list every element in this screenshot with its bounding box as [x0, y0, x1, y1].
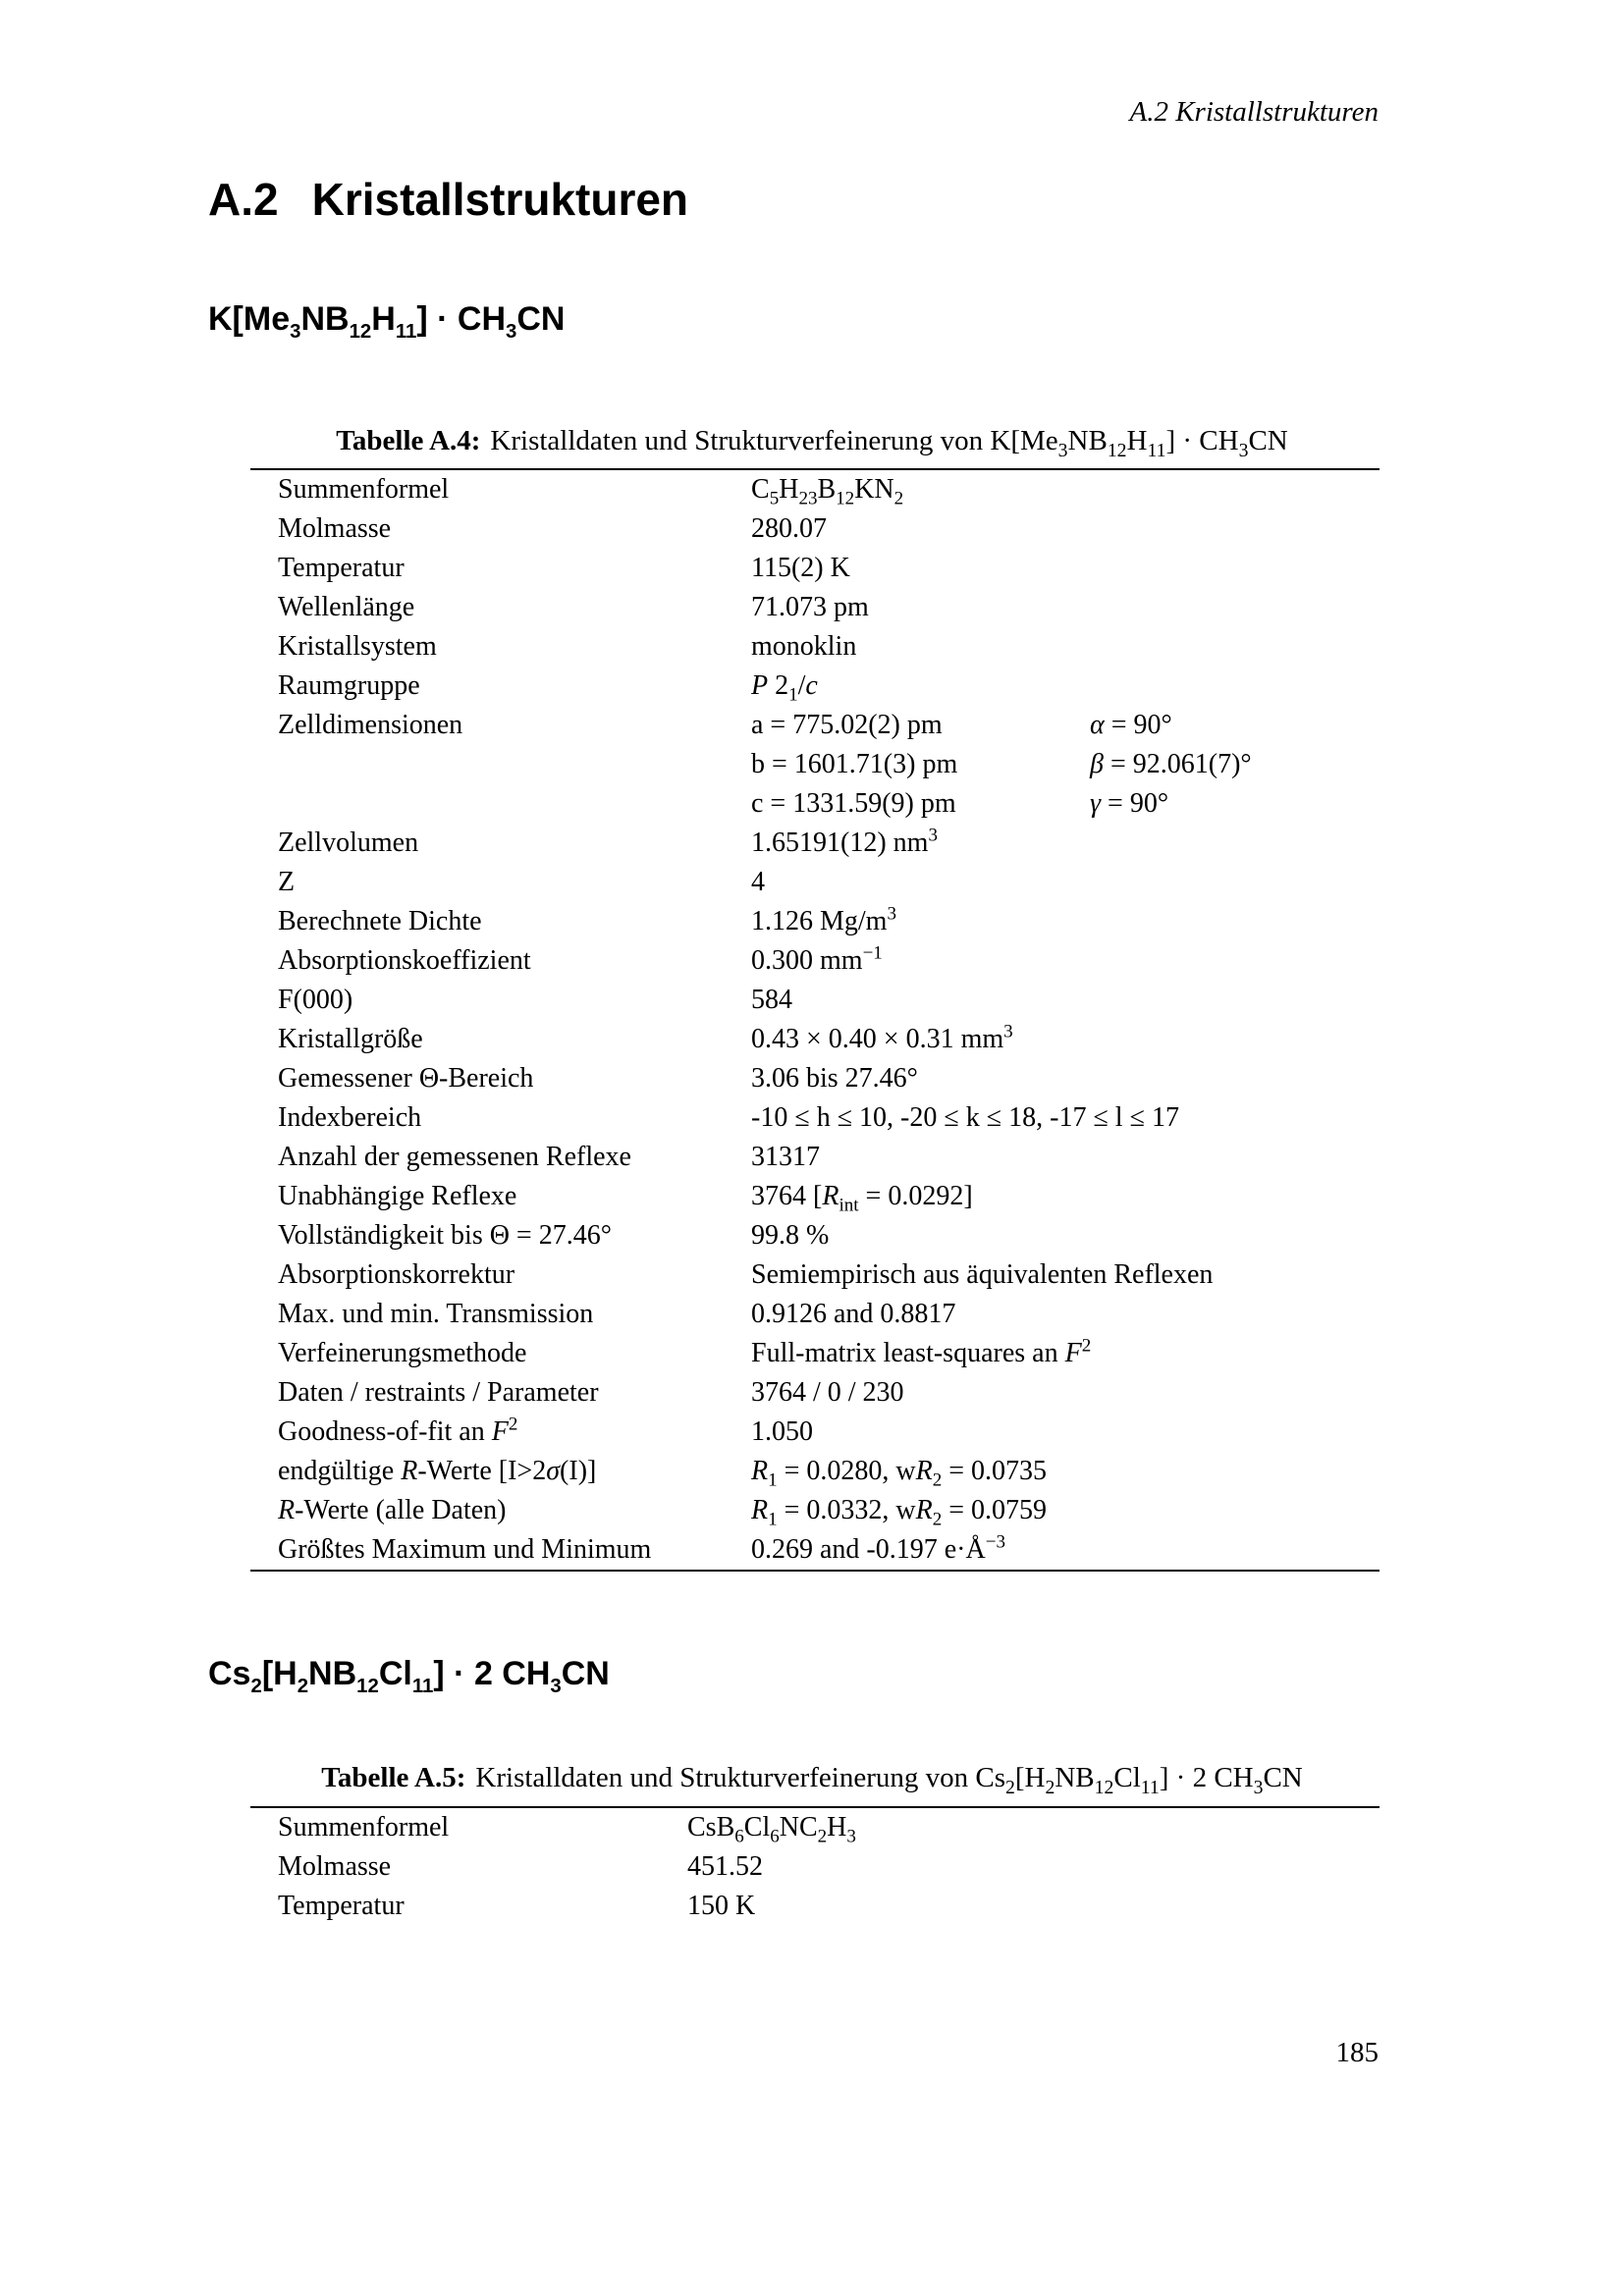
table-row [250, 1807, 1380, 1847]
row-value: 3.06 bis 27.46° [751, 1063, 918, 1094]
row-value: $C_5H_{23}B_{12}KN_2$ [751, 474, 904, 509]
row-label: Zelldimensionen [278, 710, 463, 740]
section-title: Kristallstrukturen [311, 174, 689, 225]
row-label: Größtes Maximum und Minimum [278, 1534, 652, 1565]
row-label: Unabhängige Reflexe [278, 1181, 517, 1211]
table-row [250, 745, 1380, 784]
table-row [250, 469, 1380, 509]
row-extra [1090, 1138, 1380, 1177]
row-value: a = 775.02(2) pm [751, 710, 943, 740]
table-row [250, 1452, 1380, 1491]
row-extra [1090, 1059, 1380, 1098]
row-value: 3764 $[R_{int} = 0.0292]$ [751, 1181, 973, 1216]
row-extra: α = 90° [1090, 710, 1172, 740]
row-extra [1090, 549, 1380, 588]
row-value: c = 1331.59(9) pm [751, 788, 956, 819]
row-label: Summenformel [278, 474, 450, 505]
table-row [250, 784, 1380, 824]
row-extra [1026, 1847, 1380, 1887]
row-label: Summenformel [278, 1812, 450, 1842]
row-label: Raumgruppe [278, 670, 420, 701]
row-label [250, 784, 751, 824]
table-a4-caption-text: Kristalldaten und Strukturverfeinerung von $K[Me_3NB_{12}H_{11}] \cdot CH_3CN$ [490, 425, 1288, 461]
row-label: Kristallsystem [278, 631, 437, 662]
row-extra [1026, 1807, 1380, 1847]
row-extra [1090, 1491, 1380, 1530]
table-row [250, 627, 1380, 667]
row-extra [1090, 1413, 1380, 1452]
row-label: Verfeinerungsmethode [278, 1338, 527, 1368]
table-row [250, 667, 1380, 706]
table-row [250, 1177, 1380, 1216]
crystal-data-table-a5 [250, 1806, 1380, 1926]
row-value: $CsB_6Cl_6NC_2H_3$ [687, 1812, 856, 1847]
row-extra [1090, 981, 1380, 1020]
table-row [250, 1020, 1380, 1059]
table-row [250, 1334, 1380, 1373]
row-label: Zellvolumen [278, 828, 419, 858]
table-row [250, 1098, 1380, 1138]
row-value: $R_1 = 0.0280$, $wR_2 = 0.0735$ [751, 1456, 1048, 1491]
table-row [250, 1255, 1380, 1295]
row-value: 584 [751, 985, 792, 1015]
row-value: Semiempirisch aus äquivalenten Reflexen [751, 1259, 1214, 1290]
table-row [250, 549, 1380, 588]
row-label: Kristallgröße [278, 1024, 423, 1054]
row-extra [1090, 902, 1380, 941]
table-row [250, 1059, 1380, 1098]
row-label: Berechnete Dichte [278, 906, 482, 936]
row-label: Z [278, 867, 296, 897]
table-row [250, 1491, 1380, 1530]
row-value: monoklin [751, 631, 857, 662]
page-number: 185 [1335, 2037, 1379, 2068]
row-value: 451.52 [687, 1851, 763, 1882]
table-row [250, 509, 1380, 549]
row-value: 0.9126 and 0.8817 [751, 1299, 956, 1329]
row-value: 99.8 % [751, 1220, 830, 1251]
row-value: 280.07 [751, 513, 827, 544]
table-row [250, 1373, 1380, 1413]
row-value: 0.43 × 0.40 × 0.31 $mm^3$ [751, 1021, 1013, 1054]
row-label: Vollständigkeit bis Θ = 27.46° [278, 1220, 612, 1251]
row-extra [1026, 1887, 1380, 1926]
row-extra [1090, 1177, 1380, 1216]
row-extra: γ = 90° [1090, 788, 1169, 819]
running-head: A.2 Kristallstrukturen [1129, 96, 1379, 128]
table-row [250, 1295, 1380, 1334]
row-label: Daten / restraints / Parameter [278, 1377, 599, 1408]
row-label: Anzahl der gemessenen Reflexe [278, 1142, 631, 1172]
table-a5-caption [223, 1762, 1401, 1798]
row-label: Molmasse [278, 1851, 392, 1882]
row-value: 1.126 $Mg/m^3$ [751, 903, 896, 936]
row-value: 4 [751, 867, 765, 897]
row-value: 31317 [751, 1142, 820, 1172]
row-extra [1090, 1216, 1380, 1255]
row-extra [1090, 824, 1380, 863]
row-label: endgültige R-Werte [I>2σ(I)] [278, 1456, 597, 1486]
row-extra [1090, 1020, 1380, 1059]
crystal-data-table-a4 [250, 468, 1380, 1572]
row-label: R-Werte (alle Daten) [278, 1495, 507, 1525]
table-a5-caption-label: Tabelle A.5: [321, 1762, 466, 1793]
table-row [250, 1530, 1380, 1571]
row-value: P $2_1/c$ [751, 670, 818, 706]
row-extra [1090, 1373, 1380, 1413]
table-row [250, 863, 1380, 902]
row-label: F(000) [278, 985, 353, 1015]
table-row [250, 1847, 1380, 1887]
row-value: -10 ≤ h ≤ 10, -20 ≤ k ≤ 18, -17 ≤ l ≤ 17 [751, 1102, 1179, 1133]
table-row [250, 902, 1380, 941]
section-number: A.2 [208, 174, 279, 225]
row-value: 115(2) K [751, 553, 850, 583]
row-extra [1090, 667, 1380, 706]
table-a5-caption-text: Kristalldaten und Strukturverfeinerung von $Cs_2[H_2NB_{12}Cl_{11}] \cdot 2$ $CH_3CN$ [475, 1762, 1303, 1798]
section-heading [208, 173, 688, 226]
row-extra [1090, 1452, 1380, 1491]
row-value: 150 K [687, 1891, 756, 1921]
table-a4-caption [223, 425, 1401, 461]
row-label: Goodness-of-fit an $F^2$ [278, 1414, 518, 1447]
row-label: Molmasse [278, 513, 392, 544]
table-row [250, 981, 1380, 1020]
table-row [250, 824, 1380, 863]
table-row [250, 1887, 1380, 1926]
row-value: 1.050 [751, 1416, 813, 1447]
compound-2-heading: $Cs_2[H_2NB_{12}Cl_{11}] \cdot 2$ $CH_3CN$ [208, 1655, 610, 1697]
row-label: Gemessener Θ-Bereich [278, 1063, 534, 1094]
row-label: Absorptionskoeffizient [278, 945, 531, 976]
row-value: 0.300 $mm^{-1}$ [751, 942, 883, 976]
row-label: Temperatur [278, 553, 405, 583]
row-extra [1090, 1530, 1380, 1571]
row-label: Temperatur [278, 1891, 405, 1921]
row-extra [1090, 588, 1380, 627]
table-row [250, 941, 1380, 981]
row-extra: β = 92.061(7)° [1090, 749, 1252, 779]
row-extra [1090, 1295, 1380, 1334]
row-value: 0.269 and -0.197 $e\cdot Å^{-3}$ [751, 1531, 1005, 1565]
row-label: Max. und min. Transmission [278, 1299, 594, 1329]
row-value: Full-matrix least-squares an $F^2$ [751, 1335, 1092, 1368]
row-extra [1090, 1334, 1380, 1373]
table-row [250, 1216, 1380, 1255]
row-value: $R_1 = 0.0332$, $wR_2 = 0.0759$ [751, 1495, 1048, 1530]
table-row [250, 1413, 1380, 1452]
row-extra [1090, 509, 1380, 549]
table-row [250, 1138, 1380, 1177]
compound-1-heading: $K[Me_3NB_{12}H_{11}] \cdot CH_3CN$ [208, 300, 566, 343]
row-value: 1.65191(12) $nm^3$ [751, 825, 938, 858]
row-label [250, 745, 751, 784]
row-value: 3764 / 0 / 230 [751, 1377, 904, 1408]
row-value: b = 1601.71(3) pm [751, 749, 958, 779]
row-label: Indexbereich [278, 1102, 422, 1133]
row-extra [1090, 863, 1380, 902]
row-value: 71.073 pm [751, 592, 869, 622]
table-a4-caption-label: Tabelle A.4: [336, 425, 481, 456]
table-row [250, 706, 1380, 745]
row-label: Wellenlänge [278, 592, 415, 622]
row-extra [1090, 469, 1380, 509]
row-label: Absorptionskorrektur [278, 1259, 515, 1290]
row-extra [1090, 627, 1380, 667]
table-row [250, 588, 1380, 627]
row-extra [1090, 941, 1380, 981]
